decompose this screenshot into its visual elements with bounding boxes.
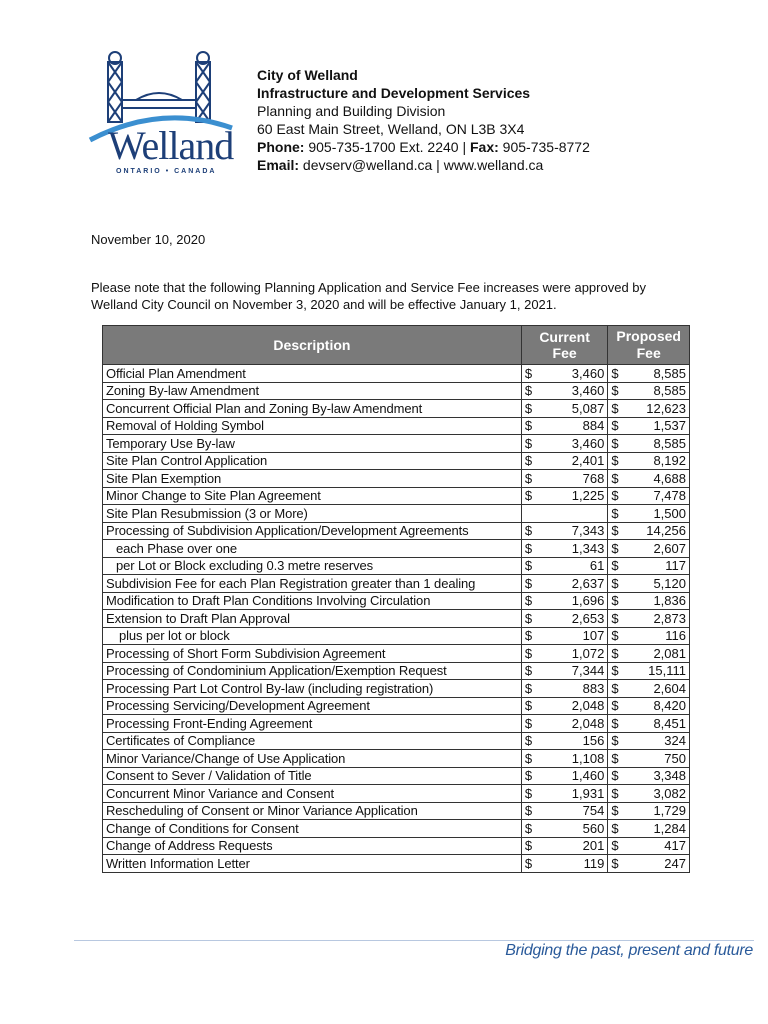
current-fee-value: 3,460 bbox=[571, 435, 605, 451]
footer-tagline: Bridging the past, present and future bbox=[505, 942, 753, 959]
fax-label: Fax: bbox=[470, 139, 499, 155]
table-row bbox=[103, 680, 690, 698]
current-fee-value: 2,637 bbox=[571, 575, 605, 591]
current-fee-value: 3,460 bbox=[571, 383, 605, 399]
currency-symbol: $ bbox=[524, 628, 533, 644]
proposed-fee-value: 750 bbox=[664, 750, 686, 766]
currency-symbol: $ bbox=[611, 838, 619, 854]
current-fee bbox=[521, 697, 607, 715]
proposed-fee-value: 8,585 bbox=[653, 365, 686, 381]
currency-symbol: $ bbox=[524, 715, 533, 731]
currency-symbol: $ bbox=[524, 733, 533, 749]
fee-description: Processing Servicing/Development Agreement bbox=[103, 697, 522, 715]
current-fee-value: 1,072 bbox=[571, 645, 605, 661]
fee-description: Certificates of Compliance bbox=[103, 732, 522, 750]
current-fee bbox=[521, 505, 607, 523]
table-row bbox=[103, 592, 690, 610]
table-row bbox=[103, 627, 690, 645]
fee-table-body bbox=[103, 365, 690, 873]
proposed-fee bbox=[608, 802, 690, 820]
proposed-fee-value: 7,478 bbox=[653, 488, 686, 504]
proposed-fee-value: 1,729 bbox=[653, 803, 686, 819]
current-fee-value: 156 bbox=[582, 733, 605, 749]
current-fee bbox=[521, 732, 607, 750]
proposed-fee-value: 5,120 bbox=[653, 575, 686, 591]
proposed-fee bbox=[608, 365, 690, 383]
currency-symbol: $ bbox=[524, 698, 533, 714]
current-fee-value: 1,343 bbox=[571, 540, 605, 556]
current-fee-value: 2,401 bbox=[571, 453, 605, 469]
currency-symbol: $ bbox=[524, 470, 533, 486]
proposed-fee bbox=[608, 820, 690, 838]
email-text: devserv@welland.ca | www.welland.ca bbox=[299, 157, 544, 173]
proposed-fee-value: 116 bbox=[665, 628, 686, 644]
proposed-fee-value: 1,500 bbox=[653, 505, 686, 521]
current-fee bbox=[521, 645, 607, 663]
proposed-fee-value: 3,082 bbox=[653, 785, 686, 801]
proposed-fee-value: 3,348 bbox=[653, 768, 686, 784]
current-fee-value: 884 bbox=[582, 418, 605, 434]
current-fee bbox=[521, 855, 607, 873]
proposed-fee bbox=[608, 627, 690, 645]
current-fee bbox=[521, 750, 607, 768]
currency-symbol: $ bbox=[611, 645, 619, 661]
proposed-fee-value: 8,420 bbox=[653, 698, 686, 714]
currency-symbol: $ bbox=[524, 610, 533, 626]
currency-symbol: $ bbox=[524, 575, 533, 591]
current-fee bbox=[521, 785, 607, 803]
currency-symbol: $ bbox=[611, 365, 619, 381]
current-fee-value: 2,048 bbox=[571, 698, 605, 714]
currency-symbol: $ bbox=[524, 750, 533, 766]
current-fee bbox=[521, 837, 607, 855]
proposed-fee-value: 2,081 bbox=[653, 645, 686, 661]
table-row bbox=[103, 750, 690, 768]
fee-description: Processing Part Lot Control By-law (including registration) bbox=[103, 680, 522, 698]
table-row bbox=[103, 505, 690, 523]
current-fee bbox=[521, 365, 607, 383]
fee-description: Written Information Letter bbox=[103, 855, 522, 873]
proposed-fee-value: 1,284 bbox=[653, 820, 686, 836]
proposed-fee-value: 117 bbox=[665, 558, 686, 574]
currency-symbol: $ bbox=[524, 383, 533, 399]
current-fee bbox=[521, 627, 607, 645]
table-row bbox=[103, 522, 690, 540]
proposed-fee-value: 15,111 bbox=[648, 663, 686, 679]
current-fee bbox=[521, 382, 607, 400]
proposed-fee bbox=[608, 505, 690, 523]
currency-symbol: $ bbox=[524, 785, 533, 801]
table-row bbox=[103, 382, 690, 400]
current-fee-value: 1,460 bbox=[571, 768, 605, 784]
fee-description: Concurrent Official Plan and Zoning By-law Amendment bbox=[103, 400, 522, 418]
city-name: City of Welland bbox=[257, 67, 358, 83]
current-fee-value: 1,931 bbox=[571, 785, 605, 801]
header-current-fee: Current Fee bbox=[521, 326, 607, 365]
currency-symbol: $ bbox=[611, 505, 619, 521]
current-fee-value: 7,344 bbox=[571, 663, 605, 679]
currency-symbol: $ bbox=[611, 663, 619, 679]
current-fee-value: 2,653 bbox=[571, 610, 605, 626]
table-row bbox=[103, 855, 690, 873]
table-row bbox=[103, 610, 690, 628]
table-row bbox=[103, 557, 690, 575]
current-fee-value: 754 bbox=[582, 803, 605, 819]
proposed-fee bbox=[608, 785, 690, 803]
currency-symbol: $ bbox=[524, 523, 533, 539]
current-fee-value: 883 bbox=[582, 680, 605, 696]
current-fee bbox=[521, 522, 607, 540]
current-fee bbox=[521, 435, 607, 453]
email-line bbox=[257, 156, 590, 174]
current-fee bbox=[521, 715, 607, 733]
current-fee bbox=[521, 820, 607, 838]
proposed-fee-value: 1,537 bbox=[653, 418, 686, 434]
currency-symbol: $ bbox=[524, 803, 533, 819]
fax-text: 905-735-8772 bbox=[498, 139, 590, 155]
current-fee-value: 3,460 bbox=[571, 365, 605, 381]
fee-description: Site Plan Control Application bbox=[103, 452, 522, 470]
currency-symbol: $ bbox=[524, 663, 533, 679]
current-fee bbox=[521, 400, 607, 418]
proposed-fee-value: 8,585 bbox=[653, 435, 686, 451]
fee-description: Concurrent Minor Variance and Consent bbox=[103, 785, 522, 803]
currency-symbol: $ bbox=[611, 540, 619, 556]
department-name: Infrastructure and Development Services bbox=[257, 85, 531, 101]
current-fee bbox=[521, 452, 607, 470]
current-fee bbox=[521, 417, 607, 435]
current-fee bbox=[521, 470, 607, 488]
currency-symbol: $ bbox=[611, 680, 619, 696]
fee-description: Change of Address Requests bbox=[103, 837, 522, 855]
logo-subtitle: ONTARIO • CANADA bbox=[116, 168, 217, 175]
fee-description: Subdivision Fee for each Plan Registration greater than 1 dealing bbox=[103, 575, 522, 593]
proposed-fee bbox=[608, 470, 690, 488]
table-row bbox=[103, 417, 690, 435]
letterhead bbox=[257, 66, 590, 174]
current-fee bbox=[521, 557, 607, 575]
currency-symbol: $ bbox=[524, 768, 533, 784]
current-fee-value: 5,087 bbox=[571, 400, 605, 416]
current-fee bbox=[521, 680, 607, 698]
current-fee-value: 768 bbox=[582, 470, 605, 486]
currency-symbol: $ bbox=[524, 488, 533, 504]
proposed-fee bbox=[608, 487, 690, 505]
fee-description: each Phase over one bbox=[103, 540, 522, 558]
table-row bbox=[103, 662, 690, 680]
currency-symbol: $ bbox=[611, 488, 619, 504]
table-row bbox=[103, 452, 690, 470]
table-row bbox=[103, 487, 690, 505]
proposed-fee bbox=[608, 592, 690, 610]
proposed-fee bbox=[608, 557, 690, 575]
current-fee-value: 107 bbox=[582, 628, 605, 644]
current-fee bbox=[521, 662, 607, 680]
proposed-fee-value: 4,688 bbox=[653, 470, 686, 486]
welland-logo bbox=[86, 48, 236, 178]
fee-description: Processing of Short Form Subdivision Agreement bbox=[103, 645, 522, 663]
currency-symbol: $ bbox=[524, 365, 533, 381]
table-row bbox=[103, 435, 690, 453]
fee-description: Modification to Draft Plan Conditions Involving Circulation bbox=[103, 592, 522, 610]
currency-symbol: $ bbox=[611, 418, 619, 434]
table-row bbox=[103, 540, 690, 558]
current-fee-value: 201 bbox=[582, 838, 605, 854]
phone-label: Phone: bbox=[257, 139, 305, 155]
currency-symbol: $ bbox=[524, 855, 533, 871]
fee-description: Change of Conditions for Consent bbox=[103, 820, 522, 838]
fee-description: Extension to Draft Plan Approval bbox=[103, 610, 522, 628]
currency-symbol: $ bbox=[524, 400, 533, 416]
table-row bbox=[103, 575, 690, 593]
fee-description: Processing Front-Ending Agreement bbox=[103, 715, 522, 733]
currency-symbol: $ bbox=[524, 435, 533, 451]
proposed-fee bbox=[608, 417, 690, 435]
table-row bbox=[103, 837, 690, 855]
proposed-fee bbox=[608, 767, 690, 785]
fee-description: Official Plan Amendment bbox=[103, 365, 522, 383]
fee-table bbox=[102, 325, 690, 873]
proposed-fee bbox=[608, 452, 690, 470]
email-label: Email: bbox=[257, 157, 300, 173]
currency-symbol: $ bbox=[611, 820, 619, 836]
proposed-fee bbox=[608, 382, 690, 400]
division-name: Planning and Building Division bbox=[257, 103, 446, 119]
currency-symbol: $ bbox=[524, 593, 533, 609]
proposed-fee-value: 12,623 bbox=[646, 400, 686, 416]
notice-paragraph: Please note that the following Planning Application and Service Fee increases were approved by Welland City Council on November 3, 2020 and will be effective January 1, 2021. bbox=[91, 280, 647, 312]
currency-symbol: $ bbox=[524, 540, 533, 556]
fee-description: Removal of Holding Symbol bbox=[103, 417, 522, 435]
proposed-fee bbox=[608, 400, 690, 418]
proposed-fee-value: 2,607 bbox=[653, 540, 686, 556]
proposed-fee bbox=[608, 645, 690, 663]
currency-symbol: $ bbox=[611, 628, 619, 644]
proposed-fee-value: 8,192 bbox=[653, 453, 686, 469]
proposed-fee bbox=[608, 715, 690, 733]
currency-symbol: $ bbox=[611, 855, 619, 871]
current-fee-value: 1,225 bbox=[571, 488, 605, 504]
current-fee bbox=[521, 592, 607, 610]
proposed-fee bbox=[608, 435, 690, 453]
fee-description: Zoning By-law Amendment bbox=[103, 382, 522, 400]
proposed-fee bbox=[608, 750, 690, 768]
proposed-fee-value: 324 bbox=[664, 733, 686, 749]
phone-text: 905-735-1700 Ext. 2240 | bbox=[304, 139, 470, 155]
currency-symbol: $ bbox=[611, 453, 619, 469]
fee-description: Site Plan Exemption bbox=[103, 470, 522, 488]
proposed-fee-value: 8,585 bbox=[653, 383, 686, 399]
currency-symbol: $ bbox=[611, 575, 619, 591]
footer-divider bbox=[74, 940, 754, 941]
current-fee-value: 119 bbox=[583, 855, 605, 871]
currency-symbol: $ bbox=[524, 453, 533, 469]
fee-description: per Lot or Block excluding 0.3 metre reserves bbox=[103, 557, 522, 575]
header-description: Description bbox=[103, 326, 522, 365]
currency-symbol: $ bbox=[611, 593, 619, 609]
fee-description: plus per lot or block bbox=[103, 627, 522, 645]
currency-symbol: $ bbox=[611, 785, 619, 801]
proposed-fee bbox=[608, 575, 690, 593]
proposed-fee-value: 247 bbox=[664, 855, 686, 871]
fee-description: Site Plan Resubmission (3 or More) bbox=[103, 505, 522, 523]
fee-description: Processing of Subdivision Application/Development Agreements bbox=[103, 522, 522, 540]
proposed-fee-value: 2,604 bbox=[653, 680, 686, 696]
table-row bbox=[103, 732, 690, 750]
current-fee-value: 2,048 bbox=[571, 715, 605, 731]
proposed-fee bbox=[608, 855, 690, 873]
fee-description: Minor Variance/Change of Use Application bbox=[103, 750, 522, 768]
current-fee-value: 7,343 bbox=[571, 523, 605, 539]
fee-description: Temporary Use By-law bbox=[103, 435, 522, 453]
table-row bbox=[103, 820, 690, 838]
current-fee bbox=[521, 540, 607, 558]
currency-symbol: $ bbox=[611, 698, 619, 714]
current-fee-value: 61 bbox=[589, 558, 605, 574]
currency-symbol: $ bbox=[524, 838, 533, 854]
table-row bbox=[103, 785, 690, 803]
currency-symbol: $ bbox=[611, 558, 619, 574]
address: 60 East Main Street, Welland, ON L3B 3X4 bbox=[257, 121, 525, 137]
proposed-fee bbox=[608, 697, 690, 715]
proposed-fee bbox=[608, 732, 690, 750]
currency-symbol: $ bbox=[524, 680, 533, 696]
current-fee bbox=[521, 575, 607, 593]
table-row bbox=[103, 365, 690, 383]
current-fee bbox=[521, 802, 607, 820]
phone-line bbox=[257, 138, 590, 156]
proposed-fee bbox=[608, 662, 690, 680]
proposed-fee bbox=[608, 610, 690, 628]
currency-symbol: $ bbox=[524, 820, 533, 836]
currency-symbol: $ bbox=[611, 733, 619, 749]
currency-symbol: $ bbox=[611, 470, 619, 486]
letter-date: November 10, 2020 bbox=[91, 232, 206, 247]
currency-symbol: $ bbox=[611, 523, 619, 539]
currency-symbol: $ bbox=[611, 383, 619, 399]
current-fee bbox=[521, 487, 607, 505]
currency-symbol: $ bbox=[611, 400, 619, 416]
currency-symbol: $ bbox=[524, 645, 533, 661]
currency-symbol: $ bbox=[611, 435, 619, 451]
fee-description: Rescheduling of Consent or Minor Variance Application bbox=[103, 802, 522, 820]
currency-symbol: $ bbox=[524, 418, 533, 434]
current-fee bbox=[521, 610, 607, 628]
currency-symbol: $ bbox=[524, 558, 533, 574]
proposed-fee bbox=[608, 522, 690, 540]
proposed-fee bbox=[608, 837, 690, 855]
currency-symbol: $ bbox=[611, 750, 619, 766]
table-row bbox=[103, 400, 690, 418]
table-row bbox=[103, 802, 690, 820]
currency-symbol: $ bbox=[611, 715, 619, 731]
fee-description: Processing of Condominium Application/Exemption Request bbox=[103, 662, 522, 680]
current-fee-value: 560 bbox=[582, 820, 605, 836]
currency-symbol: $ bbox=[611, 803, 619, 819]
current-fee-value: 1,696 bbox=[571, 593, 605, 609]
proposed-fee-value: 14,256 bbox=[646, 523, 686, 539]
fee-description: Minor Change to Site Plan Agreement bbox=[103, 487, 522, 505]
table-row bbox=[103, 715, 690, 733]
table-row bbox=[103, 697, 690, 715]
currency-symbol: $ bbox=[611, 768, 619, 784]
header-proposed-fee: Proposed Fee bbox=[608, 326, 690, 365]
table-row bbox=[103, 645, 690, 663]
proposed-fee-value: 417 bbox=[664, 838, 686, 854]
fee-description: Consent to Sever / Validation of Title bbox=[103, 767, 522, 785]
proposed-fee-value: 1,836 bbox=[653, 593, 686, 609]
proposed-fee bbox=[608, 540, 690, 558]
table-row bbox=[103, 767, 690, 785]
proposed-fee-value: 2,873 bbox=[653, 610, 686, 626]
proposed-fee bbox=[608, 680, 690, 698]
proposed-fee-value: 8,451 bbox=[653, 715, 686, 731]
current-fee bbox=[521, 767, 607, 785]
table-header-row bbox=[103, 326, 690, 365]
table-row bbox=[103, 470, 690, 488]
currency-symbol: $ bbox=[611, 610, 619, 626]
logo-wordmark: Welland bbox=[108, 123, 234, 168]
current-fee-value: 1,108 bbox=[571, 750, 605, 766]
